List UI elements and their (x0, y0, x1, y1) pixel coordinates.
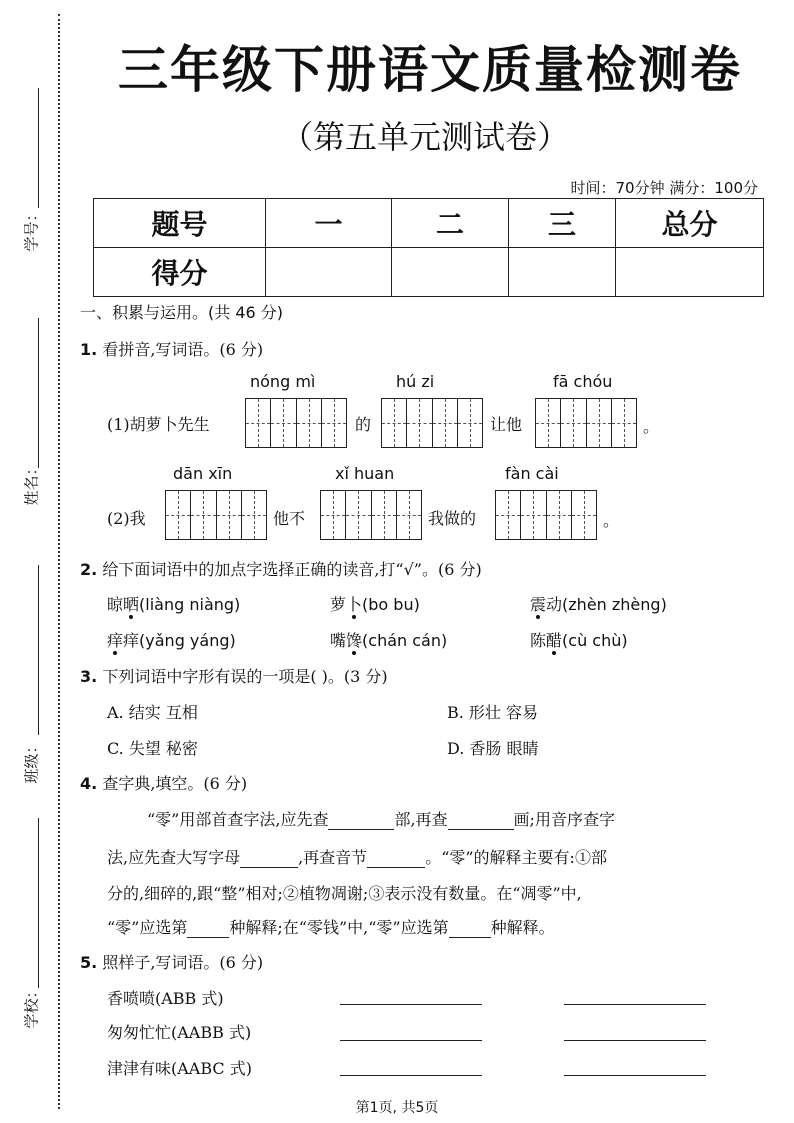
question-number: 3. (80, 667, 98, 686)
pronunciation-item[interactable] (330, 592, 420, 615)
paragraph-text: “零”应选第 (107, 918, 188, 937)
sentence-text: 让他 (490, 415, 523, 434)
option-a[interactable]: A. 结实 互相 (107, 703, 198, 722)
dotted-char: 晒 (123, 595, 140, 614)
name-line (38, 318, 39, 468)
paragraph-text: ,再查音节 (298, 848, 368, 867)
pinyin-label: fàn cài (505, 464, 559, 483)
sentence-prefix: (1)胡萝卜先生 (107, 415, 210, 434)
answer-line[interactable] (340, 1040, 482, 1041)
score-cell[interactable] (266, 248, 392, 297)
paragraph-line: 分的,细碎的,跟“整”相对;②植物凋谢;③表示没有数量。在“凋零”中, (107, 884, 582, 903)
example-word: 津津有味(AABC 式) (107, 1059, 252, 1078)
question-text: 照样子,写词语。(6 分) (102, 953, 264, 972)
answer-line[interactable] (564, 1040, 706, 1041)
pinyin-options: (cù chù) (562, 631, 628, 650)
char: 陈 (530, 631, 547, 650)
char: 萝 (330, 595, 347, 614)
fill-blank[interactable] (240, 851, 298, 868)
writing-grid[interactable] (165, 490, 267, 540)
question-text: 给下面词语中的加点字选择正确的读音,打“√”。(6 分) (102, 560, 482, 579)
question-1 (80, 337, 263, 360)
score-header-row (94, 199, 764, 248)
paragraph-line (147, 807, 615, 830)
pronunciation-item[interactable] (530, 628, 628, 651)
question-number: 5. (80, 953, 98, 972)
score-header-cell: 题号 (94, 199, 266, 248)
char: 痒 (123, 631, 140, 650)
sentence-end: 。 (603, 511, 620, 530)
name-label: 姓名： (22, 460, 41, 506)
dotted-char: 馋 (346, 631, 363, 650)
question-number: 4. (80, 774, 98, 793)
paragraph-text: “零”用部首查字法,应先查 (147, 810, 329, 829)
paragraph-text: 。“零”的解释主要有:①部 (425, 848, 607, 867)
pinyin-options: (bo bu) (362, 595, 420, 614)
school-line (38, 818, 39, 988)
paragraph-text: 部,再查 (394, 810, 448, 829)
pinyin-label: xǐ huan (335, 464, 395, 483)
paragraph-line (107, 845, 607, 868)
score-header-cell: 二 (392, 199, 509, 248)
score-header-cell: 总分 (616, 199, 764, 248)
question-text: 看拼音,写词语。(6 分) (102, 340, 264, 359)
paragraph-text: 法,应先查大写字母 (107, 848, 241, 867)
answer-line[interactable] (564, 1075, 706, 1076)
pinyin-label: hú zi (396, 372, 435, 391)
pronunciation-item[interactable] (107, 592, 240, 615)
paragraph-line (107, 915, 555, 938)
question-text: 查字典,填空。(6 分) (102, 774, 248, 793)
score-value-row (94, 248, 764, 297)
time-info: 时间：70分钟 满分：100分 (570, 179, 758, 197)
fill-blank[interactable] (328, 813, 394, 830)
page-footer: 第1页, 共5页 (355, 1100, 439, 1116)
pinyin-options: (liàng niàng) (139, 595, 241, 614)
example-word: 香喷喷(ABB 式) (107, 989, 224, 1008)
writing-grid[interactable] (245, 398, 347, 448)
question-5 (80, 950, 263, 973)
paragraph-text: 种解释。 (490, 918, 555, 937)
pronunciation-item[interactable] (107, 628, 236, 651)
example-word: 匆匆忙忙(AABB 式) (107, 1023, 252, 1042)
writing-grid[interactable] (381, 398, 483, 448)
sentence-text: 我做的 (428, 509, 477, 528)
fill-blank[interactable] (448, 813, 514, 830)
question-3 (80, 664, 388, 687)
sentence-end: 。 (643, 417, 660, 436)
section-heading: 一、积累与运用。(共 46 分) (80, 303, 284, 322)
option-b[interactable]: B. 形壮 容易 (447, 703, 539, 722)
pinyin-label: fā chóu (553, 372, 613, 391)
char: 晾 (107, 595, 124, 614)
dotted-char: 痒 (107, 631, 124, 650)
dotted-char: 卜 (346, 595, 363, 614)
sentence-prefix: (2)我 (107, 509, 146, 528)
class-label: 班级： (22, 738, 41, 784)
fill-blank[interactable] (367, 851, 425, 868)
answer-line[interactable] (340, 1075, 482, 1076)
pinyin-options: (yǎng yáng) (139, 631, 236, 650)
score-header-cell: 三 (509, 199, 616, 248)
class-line (38, 565, 39, 735)
student-id-line (38, 88, 39, 208)
pinyin-options: (chán cán) (362, 631, 448, 650)
fill-blank[interactable] (449, 921, 491, 938)
score-cell[interactable] (616, 248, 764, 297)
pinyin-label: nóng mì (250, 372, 316, 391)
score-cell[interactable] (509, 248, 616, 297)
char: 动 (546, 595, 563, 614)
student-id-label: 学号： (22, 206, 41, 252)
score-table (93, 198, 764, 297)
sentence-text: 他不 (273, 509, 306, 528)
question-number: 2. (80, 560, 98, 579)
option-c[interactable]: C. 失望 秘密 (107, 739, 198, 758)
question-number: 1. (80, 340, 98, 359)
pinyin-options: (zhèn zhèng) (562, 595, 667, 614)
question-2 (80, 557, 482, 580)
score-cell[interactable] (392, 248, 509, 297)
page-title: 三年级下册语文质量检测卷 (118, 41, 742, 99)
sentence-text: 的 (355, 415, 372, 434)
score-row-label: 得分 (94, 248, 266, 297)
char: 嘴 (330, 631, 347, 650)
page-subtitle: （第五单元测试卷） (280, 118, 569, 156)
writing-grid[interactable] (535, 398, 637, 448)
dotted-char: 醋 (546, 631, 563, 650)
paragraph-text: 种解释;在“零钱”中,“零”应选第 (229, 918, 449, 937)
dotted-char: 震 (530, 595, 547, 614)
question-4 (80, 771, 247, 794)
pronunciation-item[interactable] (330, 628, 447, 651)
question-text: 下列词语中字形有误的一项是( )。(3 分) (102, 667, 388, 686)
binding-dotted-line (58, 14, 60, 1109)
pronunciation-item[interactable] (530, 592, 667, 615)
option-d[interactable]: D. 香肠 眼睛 (447, 739, 539, 758)
score-header-cell: 一 (266, 199, 392, 248)
writing-grid[interactable] (495, 490, 597, 540)
school-label: 学校： (22, 983, 41, 1029)
answer-line[interactable] (340, 1004, 482, 1005)
pinyin-label: dān xīn (173, 464, 233, 483)
fill-blank[interactable] (187, 921, 229, 938)
paragraph-text: 画;用音序查字 (513, 810, 615, 829)
answer-line[interactable] (564, 1004, 706, 1005)
writing-grid[interactable] (320, 490, 422, 540)
